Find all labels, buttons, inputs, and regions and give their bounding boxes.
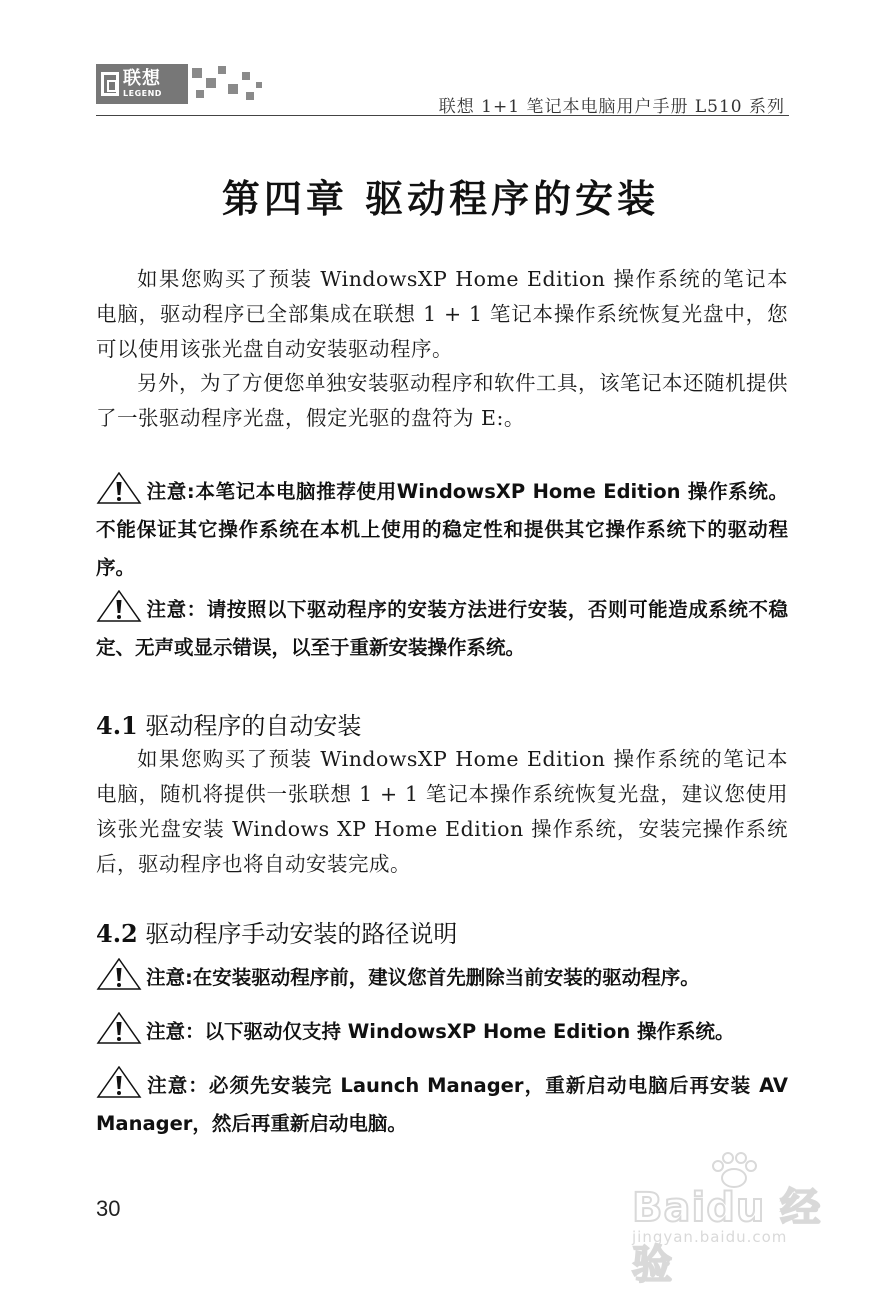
logo-pixel-decoration [246,92,254,100]
note-text: 注意：以下驱动仅支持 WindowsXP Home Edition 操作系统。 [146,1020,735,1043]
logo-pixel-decoration [228,84,238,94]
logo-chinese-text: 联想 [123,68,161,89]
logo-pixel-decoration [196,90,204,98]
page-number: 30 [96,1196,121,1221]
warning-icon [96,1012,142,1044]
watermark-brand: Baidu 经验 [632,1185,822,1288]
section-title: 驱动程序手动安装的路径说明 [145,920,458,948]
section-4-1-body: 如果您购买了预装 WindowsXP Home Edition 操作系统的笔记本电脑，随机将提供一张联想 1 + 1 笔记本操作系统恢复光盘，建议您使用该张光盘安装 Windows XP Home Edition 操作系统，安装完操作系统后，驱动程序也将自动安装完成。 [96,747,788,876]
note-text: 注意:本笔记本电脑推荐使用WindowsXP Home Edition 操作系统。不能保证其它操作系统在本机上使用的稳定性和提供其它操作系统下的驱动程序。 [96,480,788,579]
chapter-title: 第四章 驱动程序的安装 [221,177,660,221]
note-text: 注意:在安装驱动程序前，建议您首先删除当前安装的驱动程序。 [146,966,700,989]
note-text: 注意：请按照以下驱动程序的安装方法进行安装，否则可能造成系统不稳定、无声或显示错误，以至于重新安装操作系统。 [96,598,788,659]
warning-icon [96,590,142,622]
intro-paragraph-1: 如果您购买了预装 WindowsXP Home Edition 操作系统的笔记本电脑，驱动程序已全部集成在联想 1 + 1 笔记本操作系统恢复光盘中，您可以使用该张光盘自动安装驱动程序。 [96,267,788,361]
section-4-2-heading [96,914,457,949]
note-text: 注意：必须先安装完 Launch Manager，重新启动电脑后再安装 AV Manager，然后再重新启动电脑。 [96,1074,788,1135]
logo-english-text: LEGEND [123,89,162,98]
note-block [96,958,788,997]
warning-icon [96,1066,142,1098]
logo-pixel-decoration [192,68,202,78]
intro-paragraph-2: 另外，为了方便您单独安装驱动程序和软件工具，该笔记本还随机提供了一张驱动程序光盘，假定光驱的盘符为 E:。 [96,371,788,430]
logo-pixel-decoration [242,72,250,80]
watermark-url: jingyan.baidu.com [632,1228,788,1246]
logo-mark-icon [101,72,119,96]
legend-logo [96,60,266,110]
logo-box [96,64,188,104]
logo-pixel-decoration [206,78,216,88]
warning-icon [96,958,142,990]
logo-pixel-decoration [218,66,226,74]
section-number: 4.2 [96,919,138,948]
section-4-1-heading [96,706,361,741]
logo-pixel-decoration [256,82,262,88]
warning-icon [96,472,142,504]
section-title: 驱动程序的自动安装 [145,712,362,740]
note-block [96,472,788,587]
section-number: 4.1 [96,711,138,740]
manual-title: 联想 1+1 笔记本电脑用户手册 L510 系列 [438,97,785,117]
note-block [96,1012,788,1051]
note-block [96,590,788,667]
note-block [96,1066,788,1143]
baidu-watermark [618,1150,848,1288]
header-divider [96,115,789,116]
